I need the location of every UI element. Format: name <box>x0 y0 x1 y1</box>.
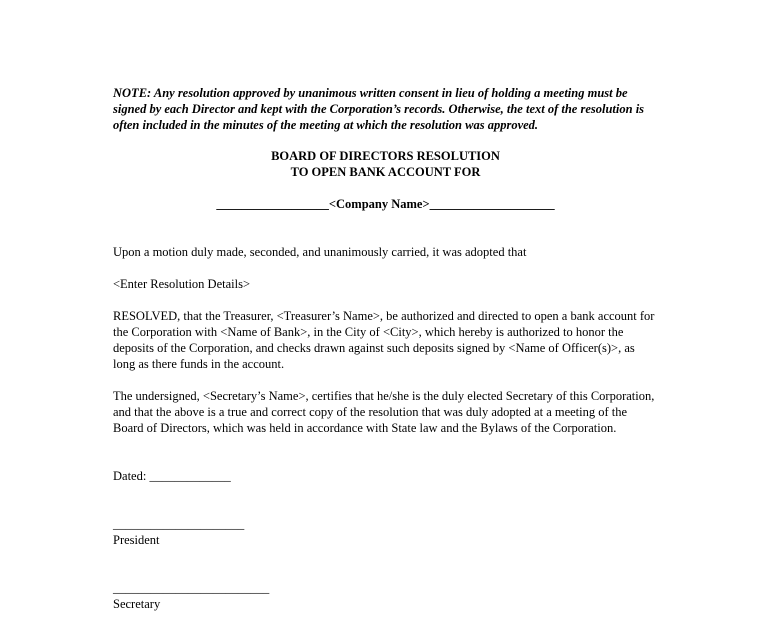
title-line-1: BOARD OF DIRECTORS RESOLUTION <box>271 149 500 163</box>
dated-line: Dated: _____________ <box>113 469 231 483</box>
title-line-2: TO OPEN BANK ACCOUNT FOR <box>290 165 481 179</box>
motion-paragraph: Upon a motion duly made, seconded, and unanimously carried, it was adopted that <box>113 245 527 259</box>
resolved-paragraph: RESOLVED, that the Treasurer, <Treasurer’s Name>, be authorized and directed to open a bank account for the Corporation with <Name of Bank>, in the City of <City>, which hereby is authorized to honor the deposits of the Corporation, and checks drawn against such deposits signed by <Name of Officer(s)>, as long as there funds in the account. <box>113 309 655 371</box>
resolution-title <box>113 148 658 180</box>
note-paragraph: NOTE: Any resolution approved by unanimous written consent in lieu of holding a meeting must be signed by each Director and kept with the Corporation’s records. Otherwise, the text of the resolution is often included in the minutes of the meeting at which the resolution was approved. <box>113 86 645 132</box>
secretary-label: Secretary <box>113 597 161 611</box>
president-label: President <box>113 533 160 547</box>
president-signature-line: _____________________ <box>113 517 245 531</box>
secretary-signature-line: _________________________ <box>113 581 270 595</box>
company-name-line: __________________<Company Name>____________________ <box>216 197 555 211</box>
document-page <box>113 85 658 612</box>
undersigned-paragraph: The undersigned, <Secretary’s Name>, certifies that he/she is the duly elected Secretary of this Corporation, and that the above is a true and correct copy of the resolution that was duly adopted at a meeting of the Board of Directors, which was held in accordance with State law and the Bylaws of the Corporation. <box>113 389 655 435</box>
resolution-details-paragraph: <Enter Resolution Details> <box>113 277 250 291</box>
president-signature-block <box>113 516 658 548</box>
secretary-signature-block <box>113 580 658 612</box>
